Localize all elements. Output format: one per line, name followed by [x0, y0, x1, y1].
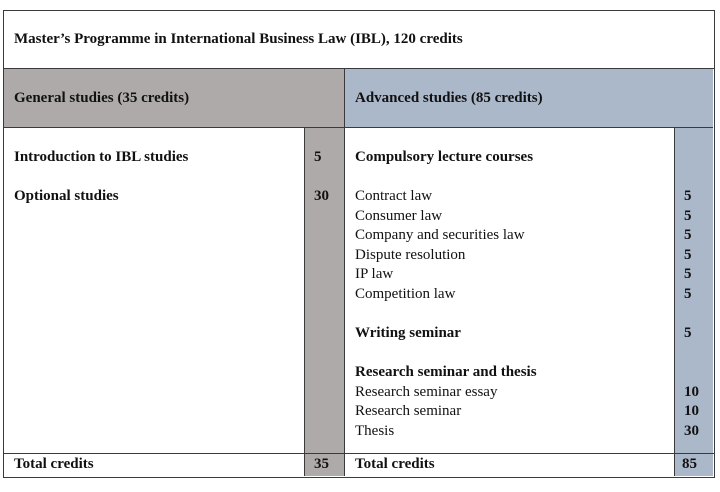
- advanced-total-label: Total credits: [355, 456, 435, 472]
- advanced-studies-header: [345, 69, 713, 128]
- general-item-label: Optional studies: [14, 188, 119, 204]
- research-label: Research seminar: [355, 403, 462, 419]
- course-label: Contract law: [355, 188, 433, 204]
- writing-seminar-label: Writing seminar: [355, 325, 461, 341]
- curriculum-table: [3, 10, 715, 478]
- table-title-row: [4, 11, 714, 69]
- table-title: Master’s Programme in International Business Law (IBL), 120 credits: [14, 31, 463, 47]
- research-credits: 10: [684, 403, 699, 419]
- advanced-total-credits: 85: [682, 456, 697, 472]
- course-credits: 5: [684, 227, 692, 243]
- course-credits: 5: [684, 246, 692, 263]
- general-studies-header: [4, 69, 345, 128]
- course-credits: 5: [684, 188, 692, 204]
- general-total-label: Total credits: [14, 456, 94, 472]
- research-label: Thesis: [355, 422, 395, 439]
- general-item-label: Introduction to IBL studies: [14, 149, 189, 165]
- general-studies-header-label: General studies (35 credits): [14, 90, 190, 106]
- course-label: Company and securities law: [355, 227, 525, 243]
- course-label: Competition law: [355, 285, 456, 302]
- research-label: Research seminar essay: [355, 383, 498, 400]
- research-credits: 10: [684, 383, 699, 400]
- research-heading: Research seminar and thesis: [355, 364, 537, 380]
- course-label: IP law: [355, 266, 394, 282]
- course-credits: 5: [684, 266, 692, 282]
- advanced-studies-header-label: Advanced studies (85 credits): [355, 90, 543, 106]
- general-total-credits: 35: [314, 456, 329, 472]
- compulsory-courses-heading: Compulsory lecture courses: [355, 149, 534, 165]
- research-credits: 30: [684, 422, 699, 439]
- course-label: Dispute resolution: [355, 246, 466, 263]
- general-credits-column: [304, 128, 345, 476]
- course-credits: 5: [684, 285, 692, 302]
- general-item-credits: 5: [314, 149, 322, 165]
- course-credits: 5: [684, 207, 692, 224]
- course-label: Consumer law: [355, 207, 443, 224]
- writing-seminar-credits: 5: [684, 325, 692, 341]
- general-item-credits: 30: [314, 188, 329, 204]
- total-row-divider: [4, 453, 714, 454]
